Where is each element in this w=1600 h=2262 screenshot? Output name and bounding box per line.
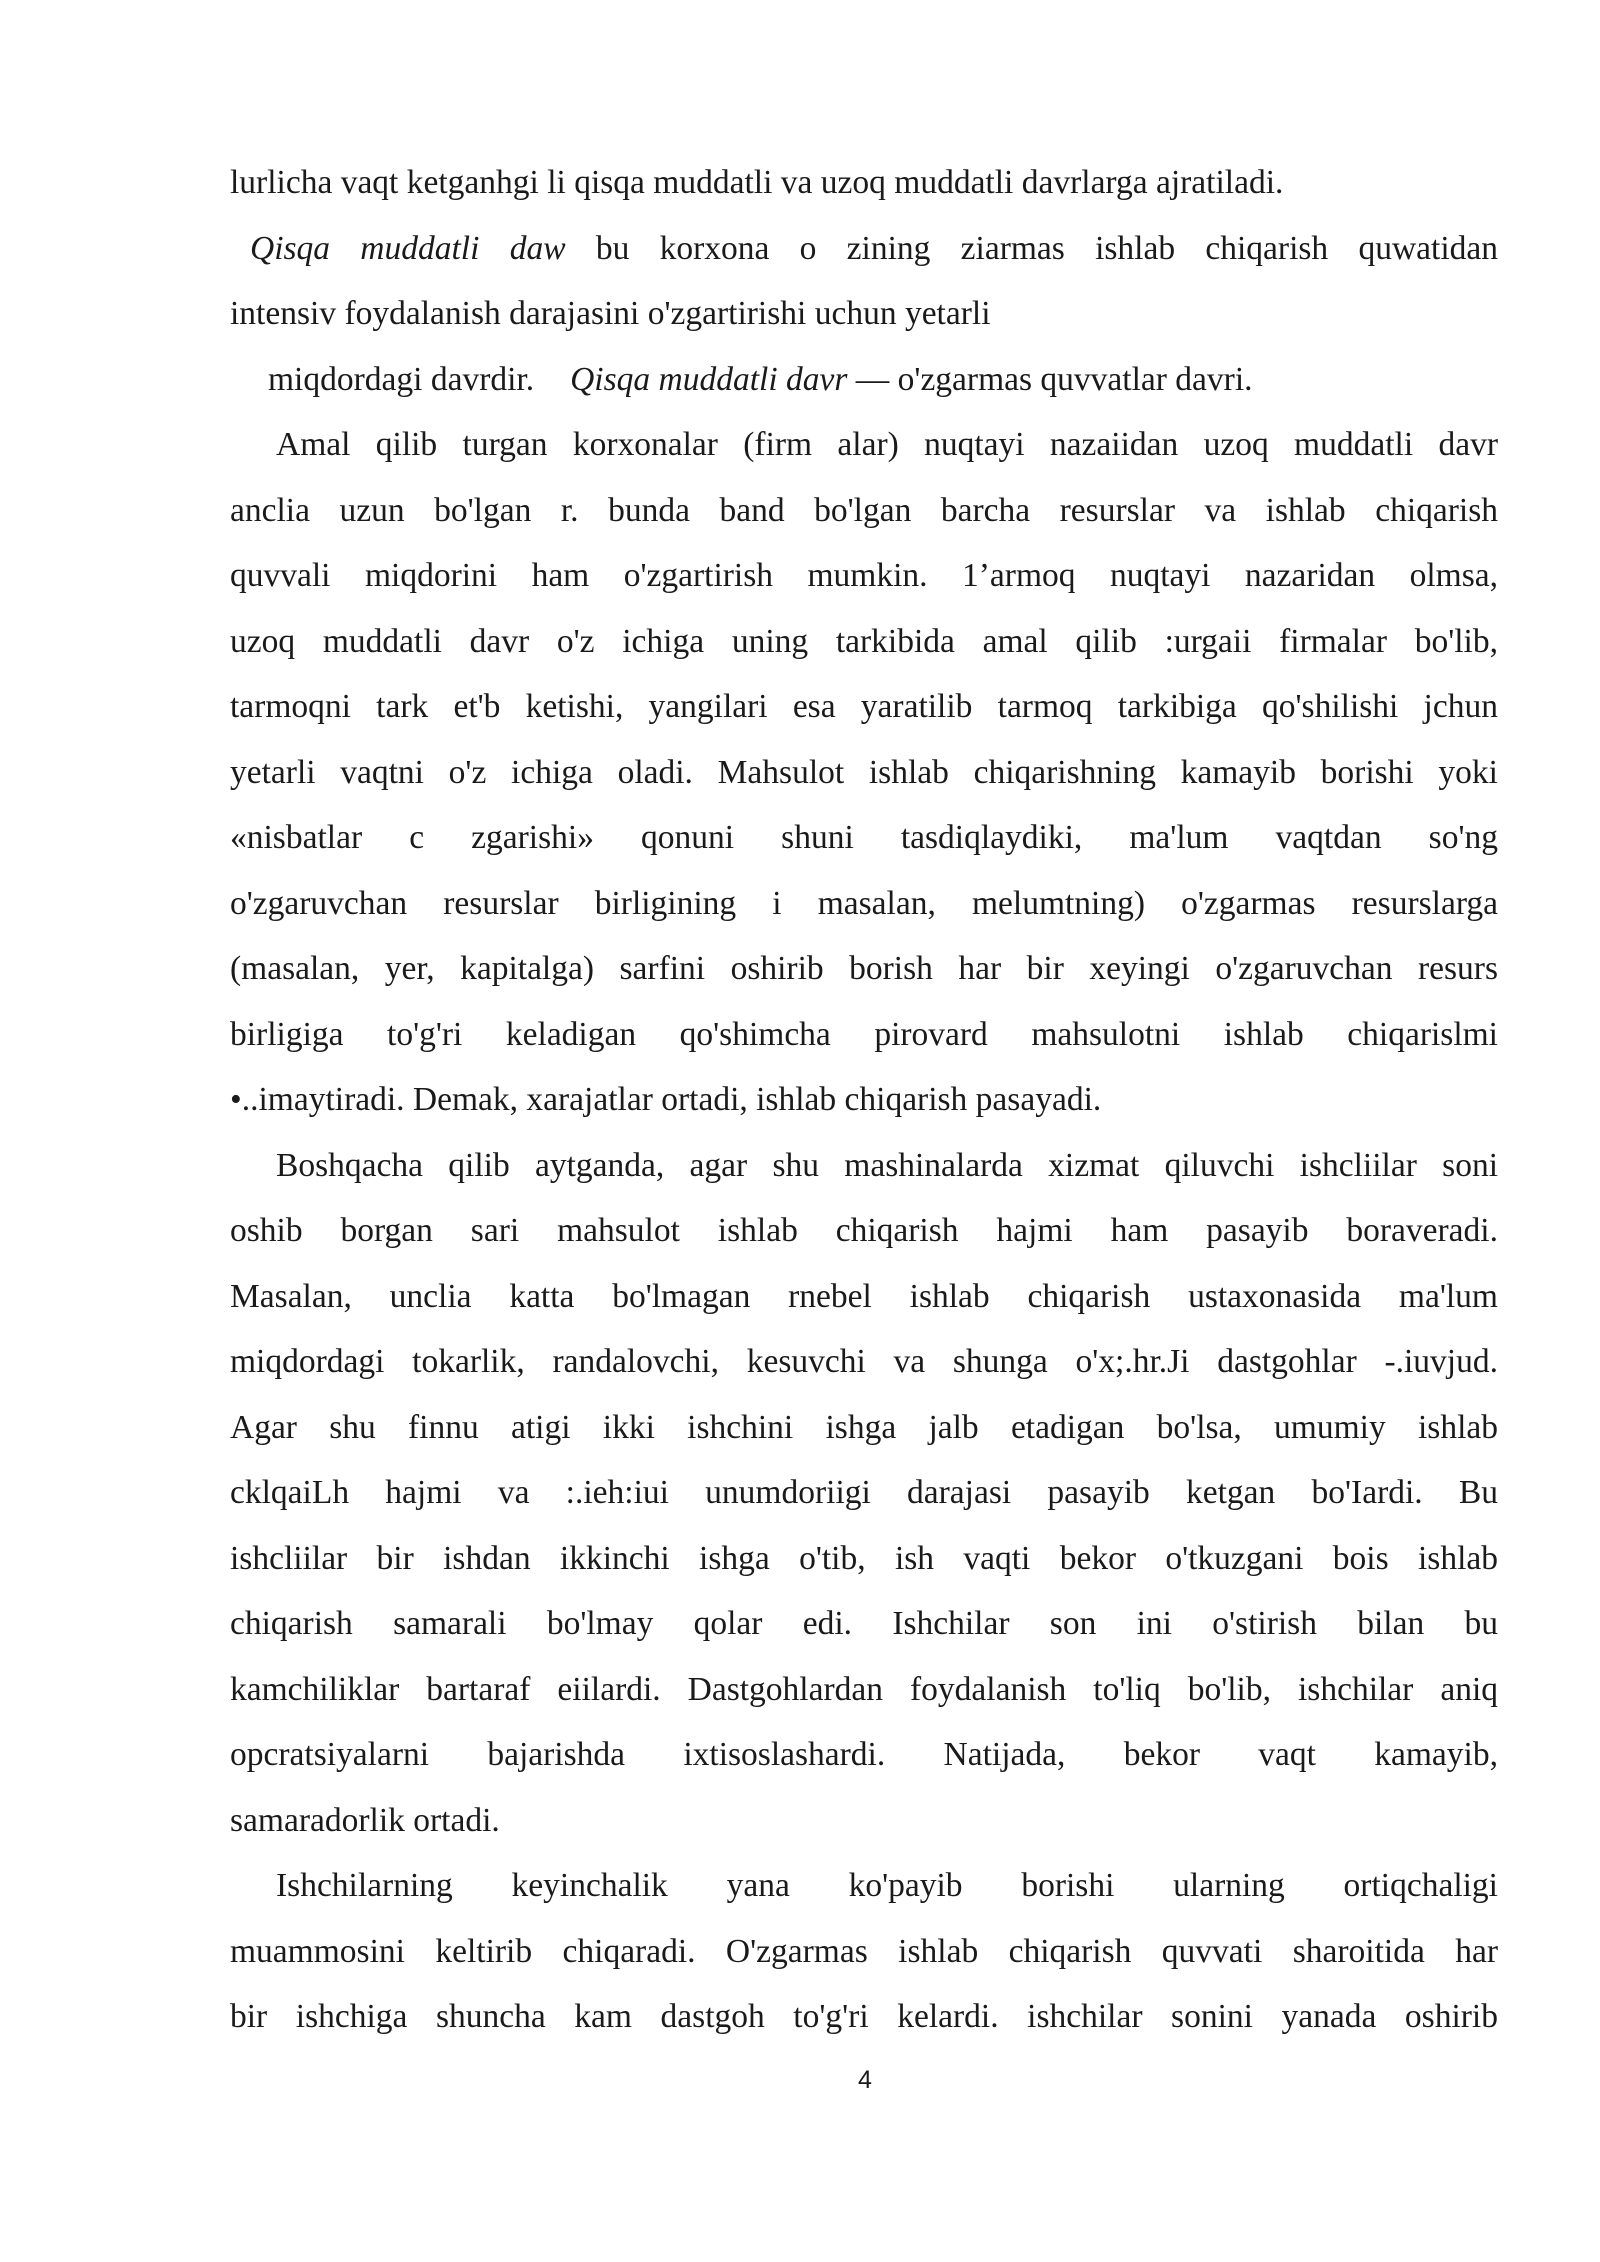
text-line: tarmoqni tark et'b ketishi, yangilari esa yaratilib tarmoq tarkibiga qo'shilishi jchun [230,688,1498,725]
document-page [230,150,1498,2050]
text-line: quvvali miqdorini ham o'zgartirish mumkin. 1’armoq nuqtayi nazaridan olmsa, [230,557,1498,594]
text-line [230,216,1498,282]
text-line: samaradorlik ortadi. [230,1801,500,1839]
text-line: cklqaiLh hajmi va :.ieh:iui unumdoriigi darajasi pasayib ketgan bo'Iardi. Bu [230,1474,1498,1511]
text-run: miqdordagi davrdir. [268,360,535,398]
text-line: miqdordagi tokarlik, randalovchi, kesuvchi va shunga o'x;.hr.Ji dastgohlar -.iuvjud. [230,1343,1498,1380]
text-line: birligiga to'g'ri keladigan qo'shimcha pirovard mahsulotni ishlab chiqarislmi [230,1015,1498,1053]
paragraph-2 [230,216,1498,413]
text-run: — o'zgarmas quvvatlar davri. [847,360,1253,398]
text-line: anclia uzun bo'lgan r. bunda band bo'lgan barcha resurslar va ishlab chiqarish [230,491,1498,529]
text-line: ishcliilar bir ishdan ikkinchi ishga o'tib, ish vaqti bekor o'tkuzgani bois ishlab [230,1539,1498,1577]
text-line: (masalan, yer, kapitalga) sarfini oshirib borish har bir xeyingi o'zgaruvchan resurs [230,950,1498,987]
text-line: Ishchilarning keyinchalik yana ko'payib borishi ularning ortiqchaligi [276,1867,1498,1904]
text-line: uzoq muddatli davr o'z ichiga uning tarkibida amal qilib :urgaii firmalar bo'lib, [230,622,1498,660]
text-line: o'zgaruvchan resurslar birligining i masalan, melumtning) o'zgarmas resurslarga [230,884,1498,922]
paragraph-3 [230,412,1498,1133]
italic-term: Qisqa muddatli davr [570,360,848,398]
text-line: Agar shu finnu atigi ikki ishchini ishga jalb etadigan bo'lsa, umumiy ishlab [230,1408,1498,1446]
page-number: 4 [858,2066,872,2094]
text-line: chiqarish samarali bo'lmay qolar edi. Ishchilar son ini o'stirish bilan bu [230,1605,1498,1642]
text-line: Amal qilib turgan korxonalar (firm alar) nuqtayi nazaiidan uzoq muddatli davr [276,426,1498,463]
text-line: intensiv foydalanish darajasini o'zgartirishi uchun yetarli [230,295,991,332]
italic-term: Qisqa muddatli daw [250,229,566,267]
paragraph-4 [230,1133,1498,1854]
text-line: opcratsiyalarni bajarishda ixtisoslashardi. Natijada, bekor vaqt kamayib, [230,1736,1498,1773]
text-run: bu korxona o zining ziarmas ishlab chiqarish quwatidan [565,229,1498,267]
text-line: •..imaytiradi. Demak, xarajatlar ortadi, ishlab chiqarish pasayadi. [230,1081,1102,1118]
paragraph-1 [230,150,1498,216]
text-line [230,347,1498,413]
text-line: muammosini keltirib chiqaradi. O'zgarmas ishlab chiqarish quvvati sharoitida har [230,1932,1498,1970]
text-line: oshib borgan sari mahsulot ishlab chiqarish hajmi ham pasayib boraveradi. [230,1212,1498,1249]
text-line: kamchiliklar bartaraf eiilardi. Dastgohlardan foydalanish to'liq bo'lib, ishchilar aniq [230,1670,1498,1708]
text-line: Boshqacha qilib aytganda, agar shu mashinalarda xizmat qiluvchi ishcliilar soni [276,1146,1498,1184]
text-line: lurlicha vaqt ketganhgi li qisqa muddatli va uzoq muddatli davrlarga ajratiladi. [230,164,1284,201]
text-line: Masalan, unclia katta bo'lmagan rnebel ishlab chiqarish ustaxonasida ma'lum [230,1277,1498,1315]
text-line: «nisbatlar c zgarishi» qonuni shuni tasdiqlaydiki, ma'lum vaqtdan so'ng [230,819,1498,856]
text-line: yetarli vaqtni o'z ichiga oladi. Mahsulot ishlab chiqarishning kamayib borishi yoki [230,753,1498,791]
text-line: bir ishchiga shuncha kam dastgoh to'g'ri kelardi. ishchilar sonini yanada oshirib [230,1998,1498,2035]
paragraph-5 [230,1853,1498,2050]
